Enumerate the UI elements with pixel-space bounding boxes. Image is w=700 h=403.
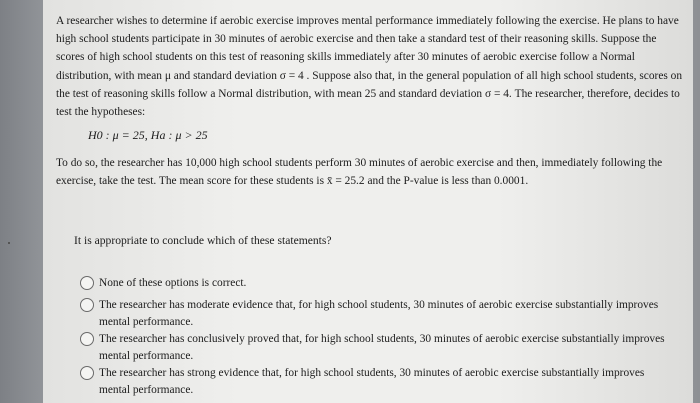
hypotheses: H0 : μ = 25, Ha : μ > 25 [88,128,208,142]
screen-speck [8,242,10,244]
radio-button[interactable] [80,298,94,312]
radio-button[interactable] [80,366,94,380]
radio-button[interactable] [80,332,94,346]
problem-procedure: To do so, the researcher has 10,000 high school students perform 30 minutes of aerobic exercise and then, immediately following the exercise, take the test. The mean score for these students is x̄ = 25.2 and the P-value is less than 0.0001. [56,157,663,188]
radio-button[interactable] [80,276,94,290]
option-label: The researcher has conclusively proved that, for high school students, 30 minutes of aerobic exercise substantially improves mental performance. [99,333,665,362]
option-label: None of these options is correct. [99,277,247,289]
question-prompt: It is appropriate to conclude which of these statements? [74,234,332,247]
option-label: The researcher has strong evidence that, for high school students, 30 minutes of aerobic exercise substantially improves mental performance. [99,367,645,396]
option-label: The researcher has moderate evidence that, for high school students, 30 minutes of aerobic exercise substantially improves mental performance. [99,299,659,328]
problem-intro: A researcher wishes to determine if aerobic exercise improves mental performance immediately following the exercise. He plans to have high school students participate in 30 minutes of aerobic exercise and then take a standard test of their reasoning skills. Suppose the scores of high school students on this test of reasoning skills immediately after 30 minutes of aerobic exercise follow a Normal distribution, with mean μ and standard deviation σ = 4 . Suppose also that, in the general population of all high school students, scores on the test of reasoning skills follow a Normal distribution, with mean 25 and standard deviation σ = 4. The researcher, therefore, decides to test the hypotheses: [56,15,683,119]
